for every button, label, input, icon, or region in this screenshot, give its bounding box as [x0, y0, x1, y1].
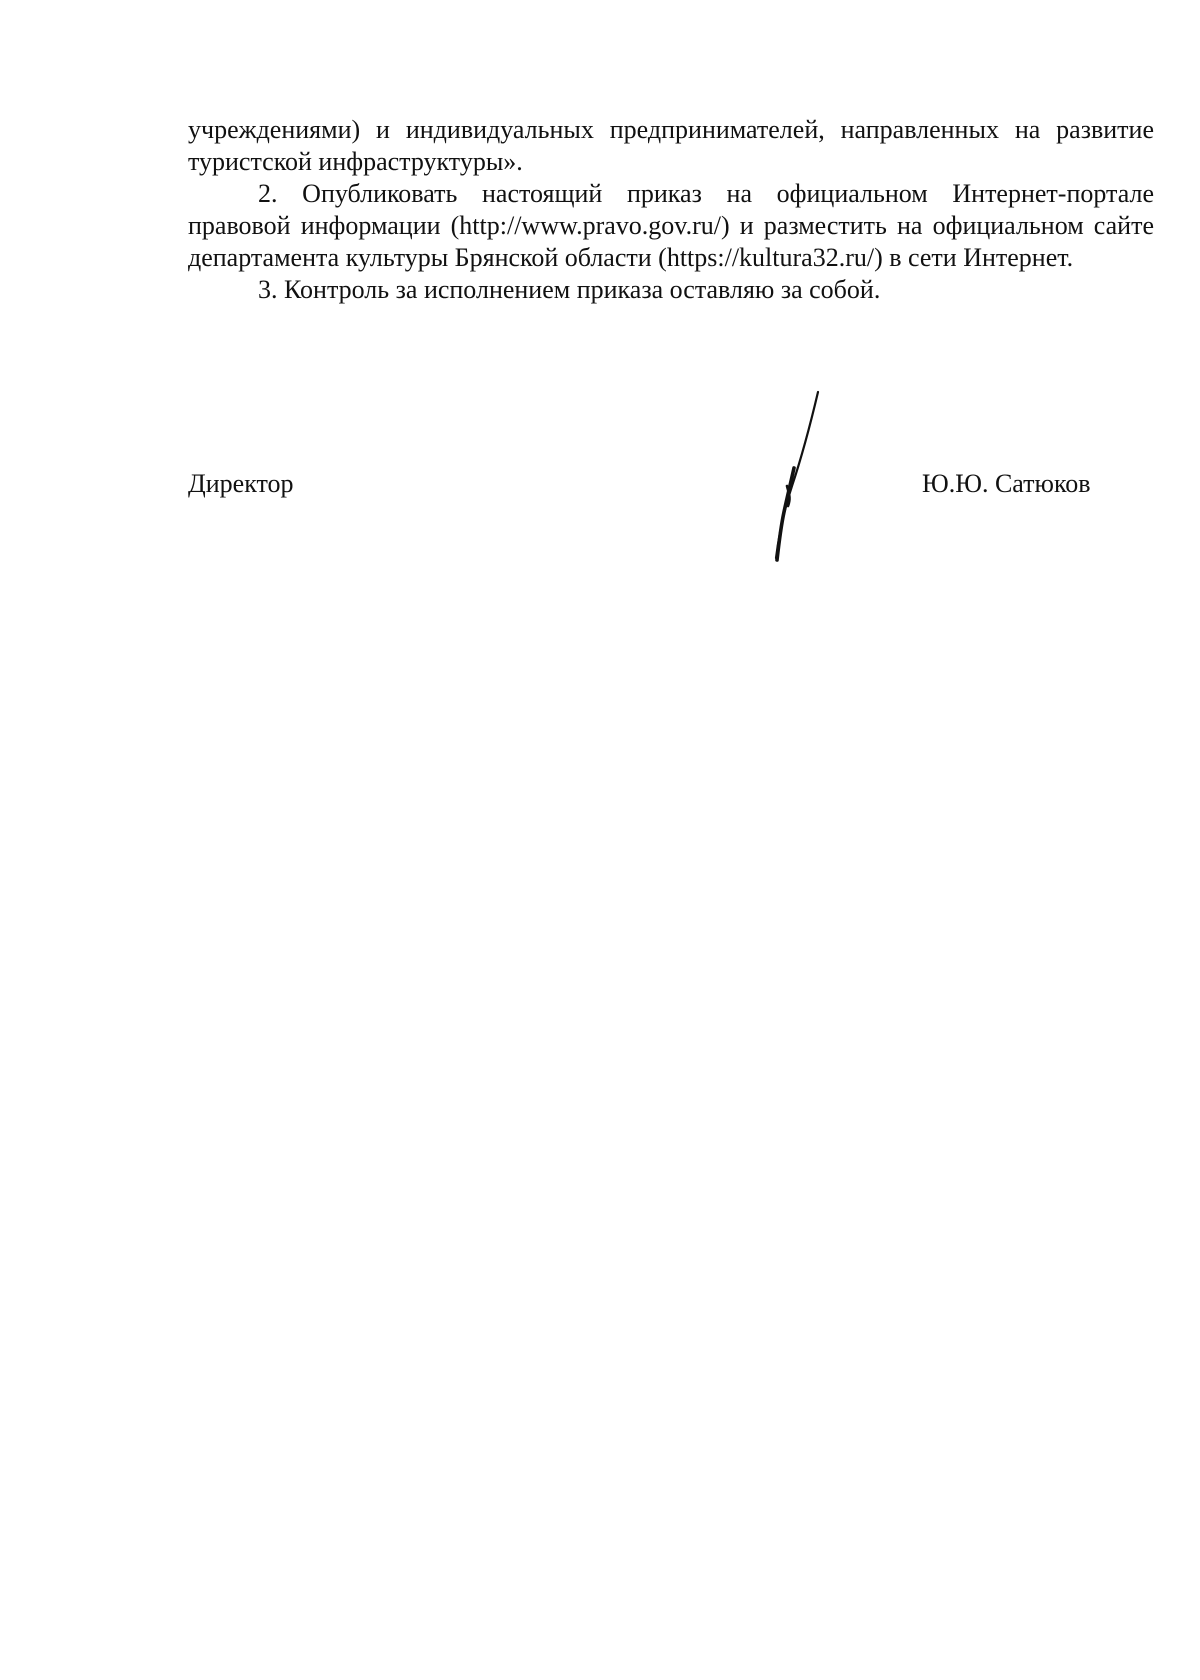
signatory-name: Ю.Ю. Сатюков [922, 469, 1091, 498]
paragraph-continuation: учреждениями) и индивидуальных предпринимателей, направленных на развитие туристской инфраструктуры». [188, 115, 1154, 176]
handwritten-signature [740, 386, 840, 576]
paragraph-item-2: 2. Опубликовать настоящий приказ на официальном Интернет-портале правовой информации (http://www.pravo.gov.ru/) и разместить на официальном сайте департамента культуры Брянской области (https://kultura32.ru/) в сети Интернет. [188, 179, 1154, 272]
paragraph-item-3: 3. Контроль за исполнением приказа оставляю за собой. [258, 275, 881, 304]
signatory-title: Директор [188, 469, 294, 498]
document-body [188, 114, 1154, 306]
